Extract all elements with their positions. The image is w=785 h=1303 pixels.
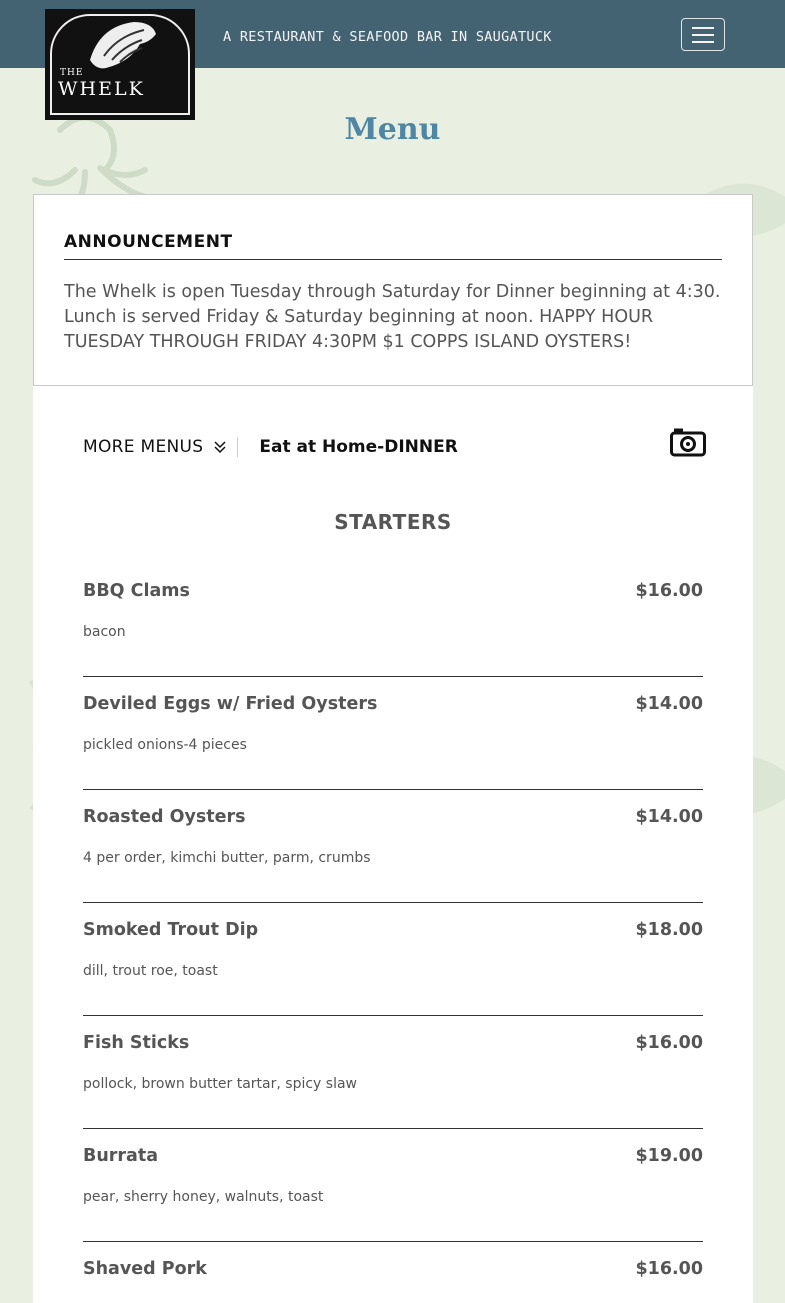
menu-item-price: $14.00 [635,807,703,827]
menu-item [83,564,703,677]
more-menus-dropdown[interactable] [83,437,238,457]
menu-item [83,1016,703,1129]
menu-item-name: Shaved Pork [83,1259,207,1279]
section-title-starters: STARTERS [334,510,452,534]
menu-item-description: dill, trout roe, toast [83,963,218,979]
menu-item-price: $16.00 [635,581,703,601]
logo-text-the: THE [60,68,84,78]
menu-item-name: Roasted Oysters [83,807,246,827]
menu-item-price: $16.00 [635,1033,703,1053]
hamburger-line [692,34,714,36]
page-title: Menu [344,112,441,147]
menu-toggle-button[interactable] [681,18,725,51]
menu-panel [33,386,753,1303]
current-menu-name: Eat at Home-DINNER [259,437,458,457]
menu-header [83,436,705,458]
menu-item-price: $14.00 [635,694,703,714]
menu-items-list [83,564,703,1303]
hamburger-line [692,41,714,43]
menu-item-description: pickled onions-4 pieces [83,737,247,753]
announcement-body: The Whelk is open Tuesday through Saturday for Dinner beginning at 4:30. Lunch is served Friday & Saturday beginning at noon. HAPPY HOUR TUESDAY THROUGH FRIDAY 4:30PM $1 COPPS ISLAND OYSTERS! [64,282,721,352]
menu-item [83,677,703,790]
menu-item [83,1242,703,1303]
menu-item-description: 4 per order, kimchi butter, parm, crumbs [83,850,371,866]
menu-item-description: pear, sherry honey, walnuts, toast [83,1189,324,1205]
menu-item-name: Burrata [83,1146,159,1166]
menu-item [83,790,703,903]
menu-item-name: Fish Sticks [83,1033,190,1053]
whelk-shell-icon [84,16,158,74]
site-logo[interactable] [45,9,195,120]
menu-item [83,1129,703,1242]
double-chevron-down-icon [213,440,227,454]
logo-text-whelk: WHELK [58,78,145,100]
menu-item-name: Smoked Trout Dip [83,920,259,940]
menu-item-price: $16.00 [635,1259,703,1279]
menu-item-price: $18.00 [635,920,703,940]
menu-item-name: Deviled Eggs w/ Fried Oysters [83,694,378,714]
menu-item [83,903,703,1016]
announcement-title: ANNOUNCEMENT [64,232,722,260]
more-menus-label: MORE MENUS [83,437,204,457]
menu-item-name: BBQ Clams [83,581,190,601]
menu-item-description: pollock, brown butter tartar, spicy slaw [83,1076,357,1092]
announcement-box [33,194,753,386]
hamburger-line [692,27,714,29]
menu-item-price: $19.00 [635,1146,703,1166]
camera-icon[interactable] [670,427,706,457]
menu-item-description: bacon [83,624,126,640]
site-tagline: A RESTAURANT & SEAFOOD BAR IN SAUGATUCK [223,29,552,45]
